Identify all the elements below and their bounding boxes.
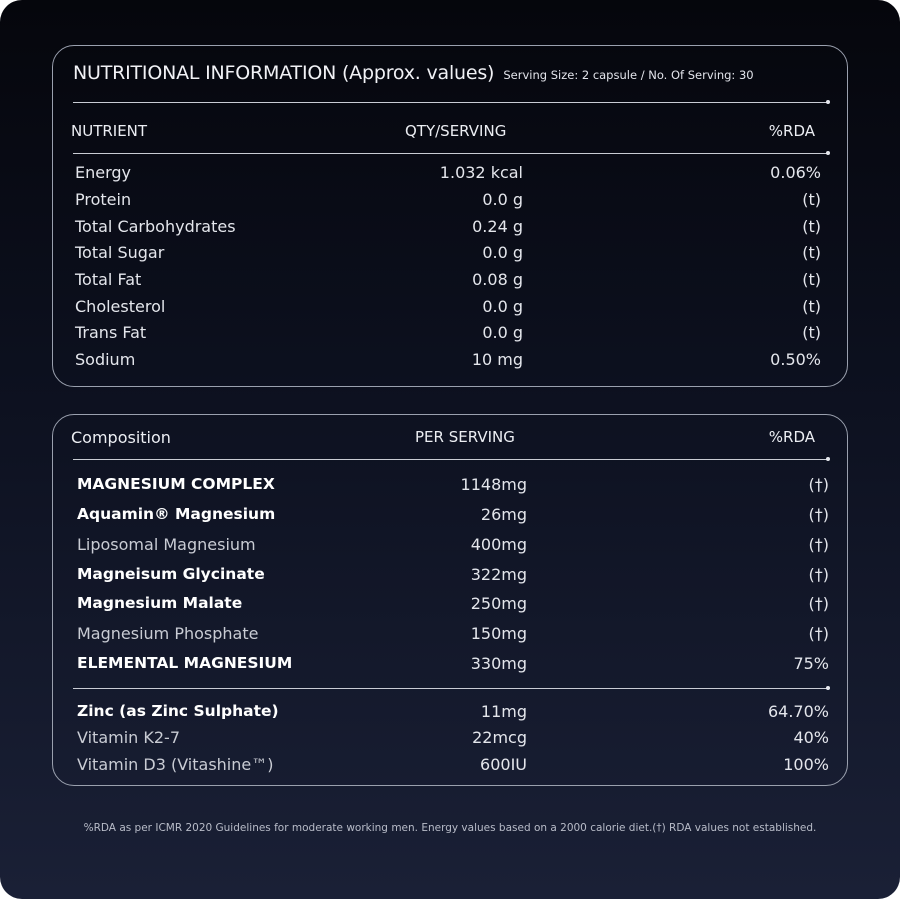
nutrient-rda: (t) [802, 190, 821, 209]
table-row [53, 594, 849, 616]
table-row [53, 163, 849, 185]
nutrient-rda: (t) [802, 243, 821, 262]
ingredient-name: Vitamin D3 (Vitashine™) [77, 755, 274, 774]
nutrient-rda: 0.50% [770, 350, 821, 369]
nutrient-rda: (t) [802, 217, 821, 236]
ingredient-qty: 600IU [480, 755, 527, 774]
table-row [53, 297, 849, 319]
nutrient-name: Cholesterol [75, 297, 166, 316]
nutrient-rda: (t) [802, 297, 821, 316]
table-row [53, 505, 849, 527]
ingredient-rda: (†) [808, 505, 829, 524]
header-rda: %RDA [768, 428, 815, 446]
table-row [53, 350, 849, 372]
ingredient-qty: 1148mg [460, 475, 527, 494]
ingredient-name: ELEMENTAL MAGNESIUM [77, 654, 293, 672]
divider [73, 459, 828, 460]
header-nutrient: NUTRIENT [71, 122, 148, 140]
nutrient-name: Sodium [75, 350, 136, 369]
ingredient-rda: 40% [793, 728, 829, 747]
table-row [53, 270, 849, 292]
nutrient-qty: 0.0 g [482, 243, 523, 262]
ingredient-name: MAGNESIUM COMPLEX [77, 475, 275, 493]
ingredient-qty: 11mg [480, 702, 527, 721]
ingredient-qty: 400mg [470, 535, 527, 554]
divider [73, 102, 828, 103]
table-row [53, 565, 849, 587]
nutrient-name: Energy [75, 163, 132, 182]
serving-info: Serving Size: 2 capsule / No. Of Serving: 30 [503, 68, 754, 82]
table-row [53, 728, 849, 750]
ingredient-name: Zinc (as Zinc Sulphate) [77, 702, 279, 720]
nutrient-qty: 0.0 g [482, 323, 523, 342]
ingredient-rda: (†) [808, 535, 829, 554]
ingredient-qty: 150mg [470, 624, 527, 643]
table-row [53, 755, 849, 777]
ingredient-qty: 322mg [470, 565, 527, 584]
ingredient-name: Magnesium Phosphate [77, 624, 259, 643]
composition-panel [52, 414, 848, 786]
nutrient-qty: 0.0 g [482, 190, 523, 209]
ingredient-rda: 75% [793, 654, 829, 673]
ingredient-name: Liposomal Magnesium [77, 535, 256, 554]
nutrient-qty: 10 mg [471, 350, 523, 369]
nutrient-name: Trans Fat [75, 323, 147, 342]
header-rda: %RDA [768, 122, 815, 140]
divider [73, 688, 828, 689]
nutrition-panel [52, 45, 848, 387]
nutrient-name: Total Sugar [75, 243, 165, 262]
ingredient-rda: (†) [808, 475, 829, 494]
footnote: %RDA as per ICMR 2020 Guidelines for moderate working men. Energy values based on a 2000 calorie diet.(†) RDA values not established. [83, 822, 817, 834]
table-row [53, 217, 849, 239]
ingredient-qty: 330mg [470, 654, 527, 673]
ingredient-qty: 22mcg [472, 728, 527, 747]
ingredient-rda: (†) [808, 624, 829, 643]
nutrition-title: NUTRITIONAL INFORMATION (Approx. values) [73, 62, 495, 84]
nutrition-title-row [73, 62, 754, 84]
nutrient-qty: 0.08 g [472, 270, 523, 289]
ingredient-rda: (†) [808, 594, 829, 613]
nutrient-rda: (t) [802, 323, 821, 342]
table-row [53, 702, 849, 724]
nutrient-name: Protein [75, 190, 132, 209]
table-row [53, 475, 849, 497]
nutrient-qty: 1.032 kcal [439, 163, 523, 182]
table-row [53, 243, 849, 265]
header-composition: Composition [71, 428, 171, 447]
nutrient-name: Total Fat [75, 270, 142, 289]
table-row [53, 624, 849, 646]
ingredient-name: Magnesium Malate [77, 594, 243, 612]
nutrient-qty: 0.24 g [472, 217, 523, 236]
ingredient-name: Magneisum Glycinate [77, 565, 265, 583]
ingredient-qty: 26mg [480, 505, 527, 524]
nutrient-name: Total Carbohydrates [75, 217, 236, 236]
ingredient-name: Aquamin® Magnesium [77, 505, 276, 523]
divider [73, 153, 828, 154]
nutrient-rda: 0.06% [770, 163, 821, 182]
ingredient-name: Vitamin K2-7 [77, 728, 180, 747]
ingredient-rda: 100% [783, 755, 829, 774]
table-row [53, 323, 849, 345]
table-row [53, 535, 849, 557]
header-qty: QTY/SERVING [405, 122, 507, 140]
ingredient-rda: (†) [808, 565, 829, 584]
ingredient-rda: 64.70% [767, 702, 829, 721]
nutrient-qty: 0.0 g [482, 297, 523, 316]
header-per-serving: PER SERVING [415, 428, 515, 446]
table-row [53, 190, 849, 212]
table-row [53, 654, 849, 676]
nutrient-rda: (t) [802, 270, 821, 289]
ingredient-qty: 250mg [470, 594, 527, 613]
